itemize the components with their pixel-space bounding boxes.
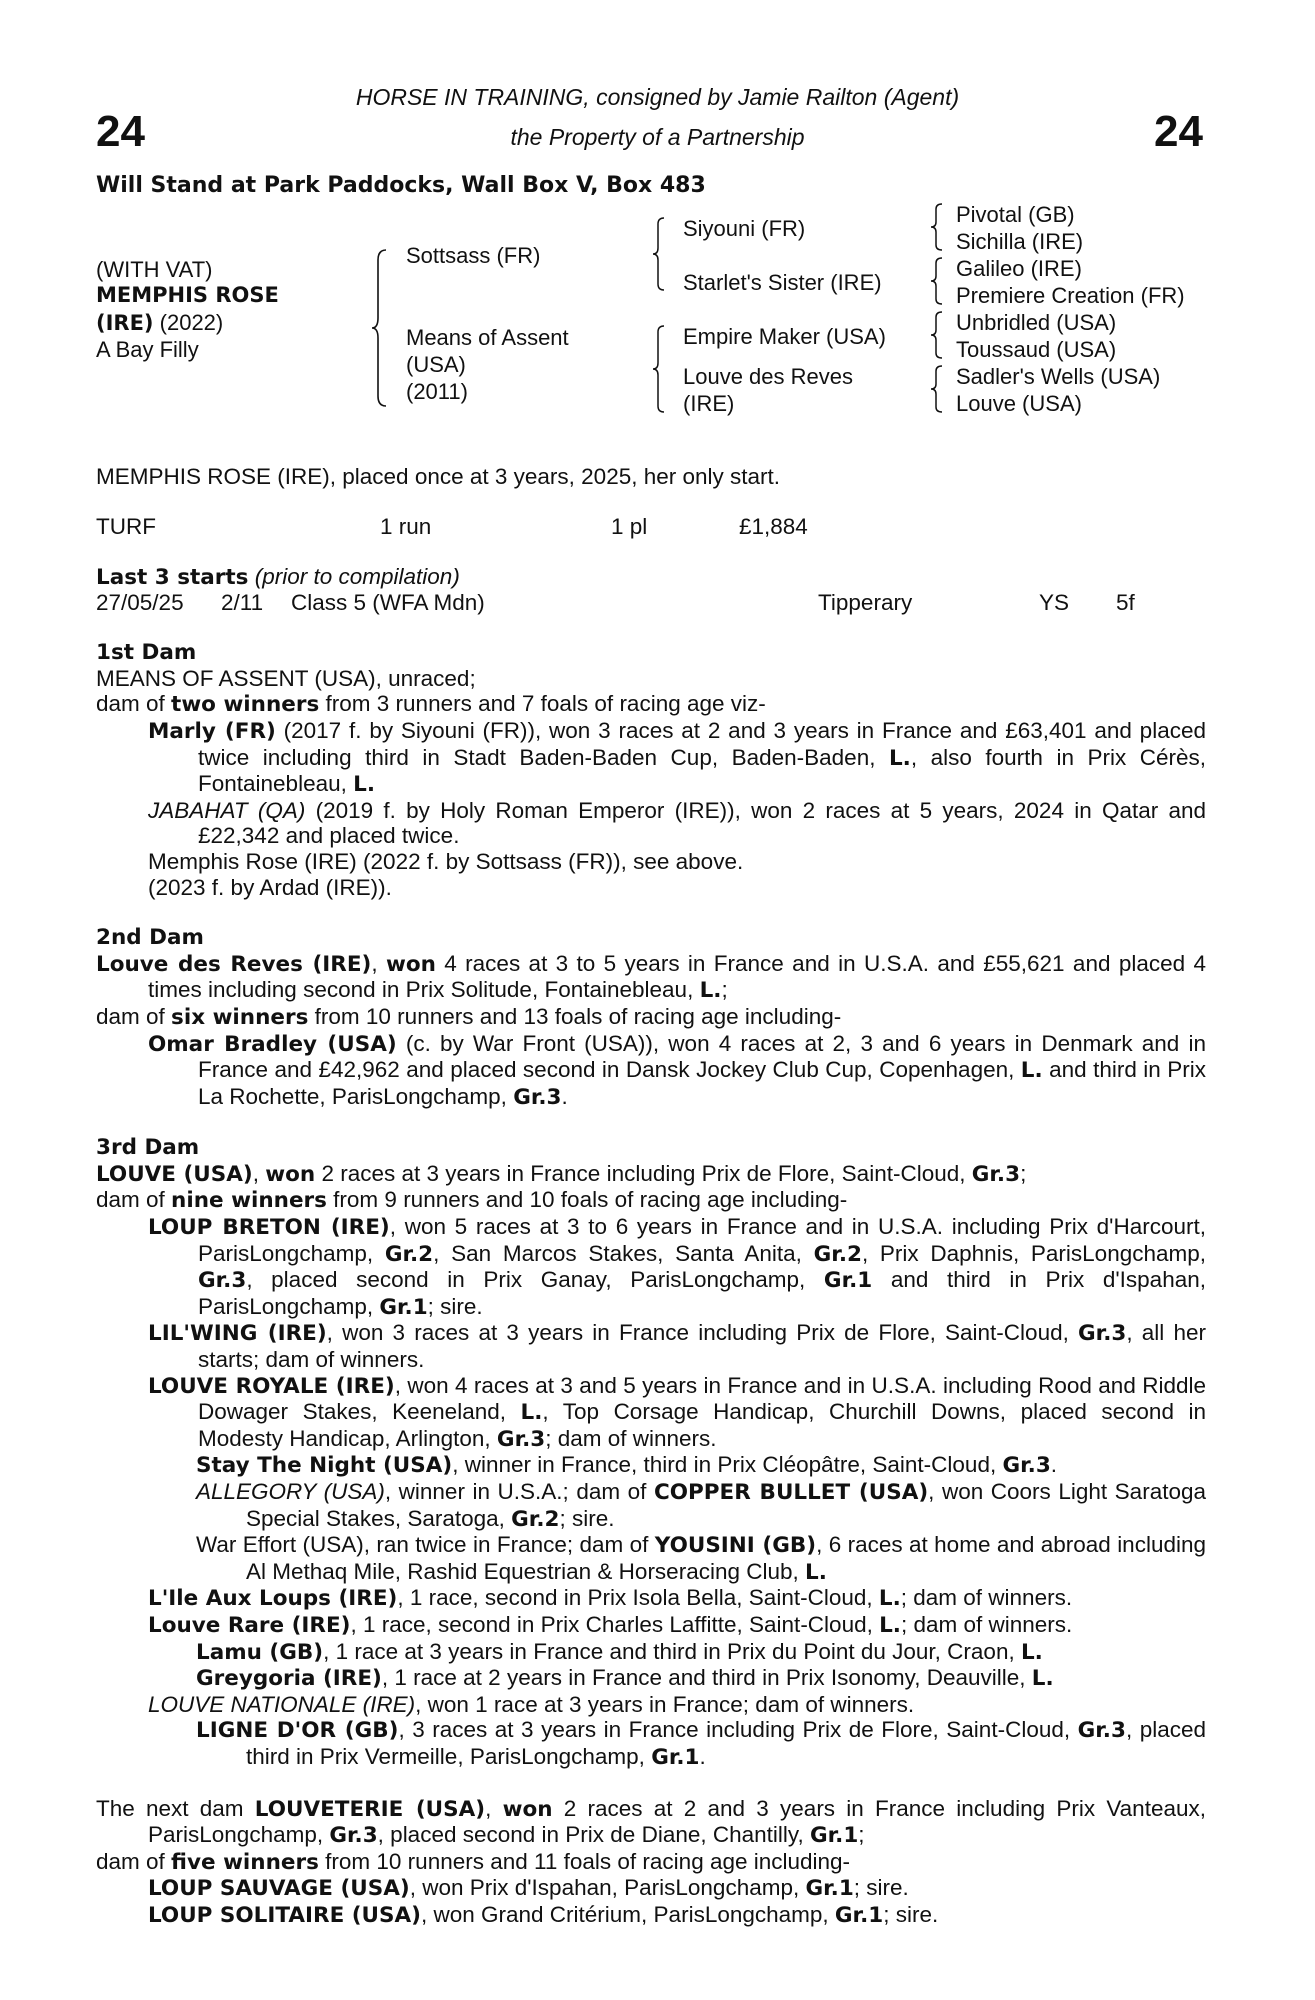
brace-icon xyxy=(370,248,390,408)
record-placed: 1 pl xyxy=(611,513,648,539)
horse-year: (2022) xyxy=(153,310,224,335)
second-dam-produce: dam of six winners from 10 runners and 13 foals of racing age including- xyxy=(96,1003,842,1030)
brace-icon xyxy=(929,202,945,252)
gen3-dss: Unbridled (USA) xyxy=(956,310,1117,335)
last-start-row: 27/05/25 2/11 Class 5 (WFA Mdn) Tipperary YS 5f xyxy=(96,590,1135,616)
produce-loup-solitaire: LOUP SOLITAIRE (USA), won Grand Critérium, ParisLongchamp, Gr.1; sire. xyxy=(148,1901,939,1928)
first-dam-heading: 1st Dam xyxy=(96,640,197,666)
next-dam-line: The next dam LOUVETERIE (USA), won 2 races at 2 and 3 years in France including Prix Vanteaux, ParisLongchamp, Gr.3, placed second in Prix de Diane, Chantilly, Gr.1; xyxy=(96,1795,1206,1849)
gen3-sdd: Premiere Creation (FR) xyxy=(956,283,1185,308)
first-dam-produce: dam of two winners from 3 runners and 7 foals of racing age viz- xyxy=(96,691,766,718)
dam-line-2: (USA) xyxy=(406,352,466,377)
produce-ligne-dor: LIGNE D'OR (GB), 3 races at 3 years in France including Prix de Flore, Saint-Cloud, Gr.3, placed third in Prix Vermeille, ParisLongchamp, Gr.1. xyxy=(196,1717,1206,1770)
third-dam-line: LOUVE (USA), won 2 races at 3 years in France including Prix de Flore, Saint-Cloud, Gr.3; xyxy=(96,1160,1027,1187)
produce-allegory: ALLEGORY (USA), winner in U.S.A.; dam of COPPER BULLET (USA), won Coors Light Saratoga Special Stakes, Saratoga, Gr.2; sire. xyxy=(196,1479,1206,1532)
lot-number-right: 24 xyxy=(1154,107,1203,156)
produce-war-effort: War Effort (USA), ran twice in France; dam of YOUSINI (GB), 6 races at home and abroad including Al Methaq Mile, Rashid Equestrian & Horseracing Club, L. xyxy=(196,1532,1207,1585)
gen3-sss: Pivotal (GB) xyxy=(956,202,1075,227)
brace-icon xyxy=(929,364,945,414)
gen3-ddd: Louve (USA) xyxy=(956,391,1082,416)
gen3-dsd: Toussaud (USA) xyxy=(956,337,1117,362)
record-runs: 1 run xyxy=(380,513,432,539)
produce-lile-aux-loups: L'Ile Aux Loups (IRE), 1 race, second in Prix Isola Bella, Saint-Cloud, L.; dam of winners. xyxy=(148,1585,1073,1612)
horse-description: A Bay Filly xyxy=(96,337,199,362)
race-summary: MEMPHIS ROSE (IRE), placed once at 3 years, 2025, her only start. xyxy=(96,464,781,489)
consignor-line: HORSE IN TRAINING, consigned by Jamie Railton (Agent) xyxy=(355,84,960,110)
stand-location: Will Stand at Park Paddocks, Wall Box V, Box 483 xyxy=(96,173,706,198)
produce-greygoria: Greygoria (IRE), 1 race at 2 years in France and third in Prix Isonomy, Deauville, L. xyxy=(196,1665,1054,1692)
horse-name: MEMPHIS ROSE xyxy=(96,283,279,307)
sire: Sottsass (FR) xyxy=(406,243,541,268)
produce-louve-rare: Louve Rare (IRE), 1 race, second in Prix Charles Laffitte, Saint-Cloud, L.; dam of winners. xyxy=(148,1611,1073,1638)
dam-line-1: Means of Assent xyxy=(406,325,569,350)
dam-dam-line-2: (IRE) xyxy=(683,391,735,416)
produce-lamu: Lamu (GB), 1 race at 3 years in France and third in Prix du Point du Jour, Craon, L. xyxy=(196,1638,1043,1665)
second-dam-line: Louve des Reves (IRE), won 4 races at 3 to 5 years in France and in U.S.A. and £55,621 and placed 4 times including second in Prix Solitude, Fontainebleau, L.; xyxy=(96,950,1207,1004)
sire-sire: Siyouni (FR) xyxy=(683,216,806,241)
dam-sire: Empire Maker (USA) xyxy=(683,324,886,349)
race-record xyxy=(96,514,1206,540)
brace-icon xyxy=(651,216,667,292)
next-dam-produce: dam of five winners from 10 runners and 11 foals of racing age including- xyxy=(96,1848,851,1875)
brace-icon xyxy=(929,256,945,306)
produce-louve-royale: LOUVE ROYALE (IRE), won 4 races at 3 and 5 years in France and in U.S.A. including Rood and Riddle Dowager Stakes, Keeneland, L., Top Corsage Handicap, Churchill Downs, placed second in Modesty Handicap, Arlington, Gr.3; dam of winners. xyxy=(148,1372,1206,1452)
produce-jabahat: JABAHAT (QA) (2019 f. by Holy Roman Emperor (IRE)), won 2 races at 5 years, 2024 in Qatar and £22,342 and placed twice. xyxy=(148,797,1206,849)
produce-2023-filly: (2023 f. by Ardad (IRE)). xyxy=(148,874,392,900)
produce-loup-sauvage: LOUP SAUVAGE (USA), won Prix d'Ispahan, ParisLongchamp, Gr.1; sire. xyxy=(148,1875,909,1902)
produce-stay-the-night: Stay The Night (USA), winner in France, third in Prix Cléopâtre, Saint-Cloud, Gr.3. xyxy=(196,1452,1058,1479)
last-starts-heading: Last 3 starts (prior to compilation) xyxy=(96,563,460,590)
produce-memphis-rose: Memphis Rose (IRE) (2022 f. by Sottsass (FR)), see above. xyxy=(148,848,744,874)
produce-loup-breton: LOUP BRETON (IRE), won 5 races at 3 to 6 years in France and in U.S.A. including Prix d'Harcourt, ParisLongchamp, Gr.2, San Marcos Stakes, Santa Anita, Gr.2, Prix Daphnis, ParisLongchamp, Gr.3, placed second in Prix Ganay, ParisLongchamp, Gr.1 and third in Prix d'Ispahan, ParisLongchamp, Gr.1; sire. xyxy=(148,1214,1207,1320)
dam-line-3: (2011) xyxy=(406,379,468,404)
gen3-dds: Sadler's Wells (USA) xyxy=(956,364,1161,389)
third-dam-heading: 3rd Dam xyxy=(96,1135,200,1161)
brace-icon xyxy=(929,310,945,360)
record-earnings: £1,884 xyxy=(739,513,808,539)
lot-number-left: 24 xyxy=(96,107,145,156)
horse-country: (IRE) xyxy=(96,311,154,335)
property-line: the Property of a Partnership xyxy=(510,124,805,150)
produce-omar-bradley: Omar Bradley (USA) (c. by War Front (USA)), won 4 races at 2, 3 and 6 years in Denmark and in France and £42,962 and placed second in Dansk Jockey Club Cup, Copenhagen, L. and third in Prix La Rochette, ParisLongchamp, Gr.3. xyxy=(148,1030,1206,1110)
sire-dam: Starlet's Sister (IRE) xyxy=(683,270,882,295)
produce-marly: Marly (FR) (2017 f. by Siyouni (FR)), won 3 races at 2 and 3 years in France and £63,401 and placed twice including third in Stadt Baden-Baden Cup, Baden-Baden, L., also fourth in Prix Cérès, Fontainebleau, L. xyxy=(148,717,1206,798)
record-surface: TURF xyxy=(96,513,156,539)
third-dam-produce: dam of nine winners from 9 runners and 10 foals of racing age including- xyxy=(96,1187,848,1214)
second-dam-heading: 2nd Dam xyxy=(96,925,204,951)
catalogue-body xyxy=(96,464,1206,1929)
produce-lilwing: LIL'WING (IRE), won 3 races at 3 years in France including Prix de Flore, Saint-Cloud, Gr.3, all her starts; dam of winners. xyxy=(148,1320,1206,1373)
brace-icon xyxy=(651,324,667,414)
vat-note: (WITH VAT) xyxy=(96,257,213,282)
produce-louve-nationale: LOUVE NATIONALE (IRE), won 1 race at 3 years in France; dam of winners. xyxy=(148,1691,915,1717)
gen3-sds: Galileo (IRE) xyxy=(956,256,1082,281)
gen3-ssd: Sichilla (IRE) xyxy=(956,229,1084,254)
first-dam-line: MEANS OF ASSENT (USA), unraced; xyxy=(96,665,476,691)
dam-dam-line-1: Louve des Reves xyxy=(683,364,853,389)
horse-country-year xyxy=(96,309,223,337)
